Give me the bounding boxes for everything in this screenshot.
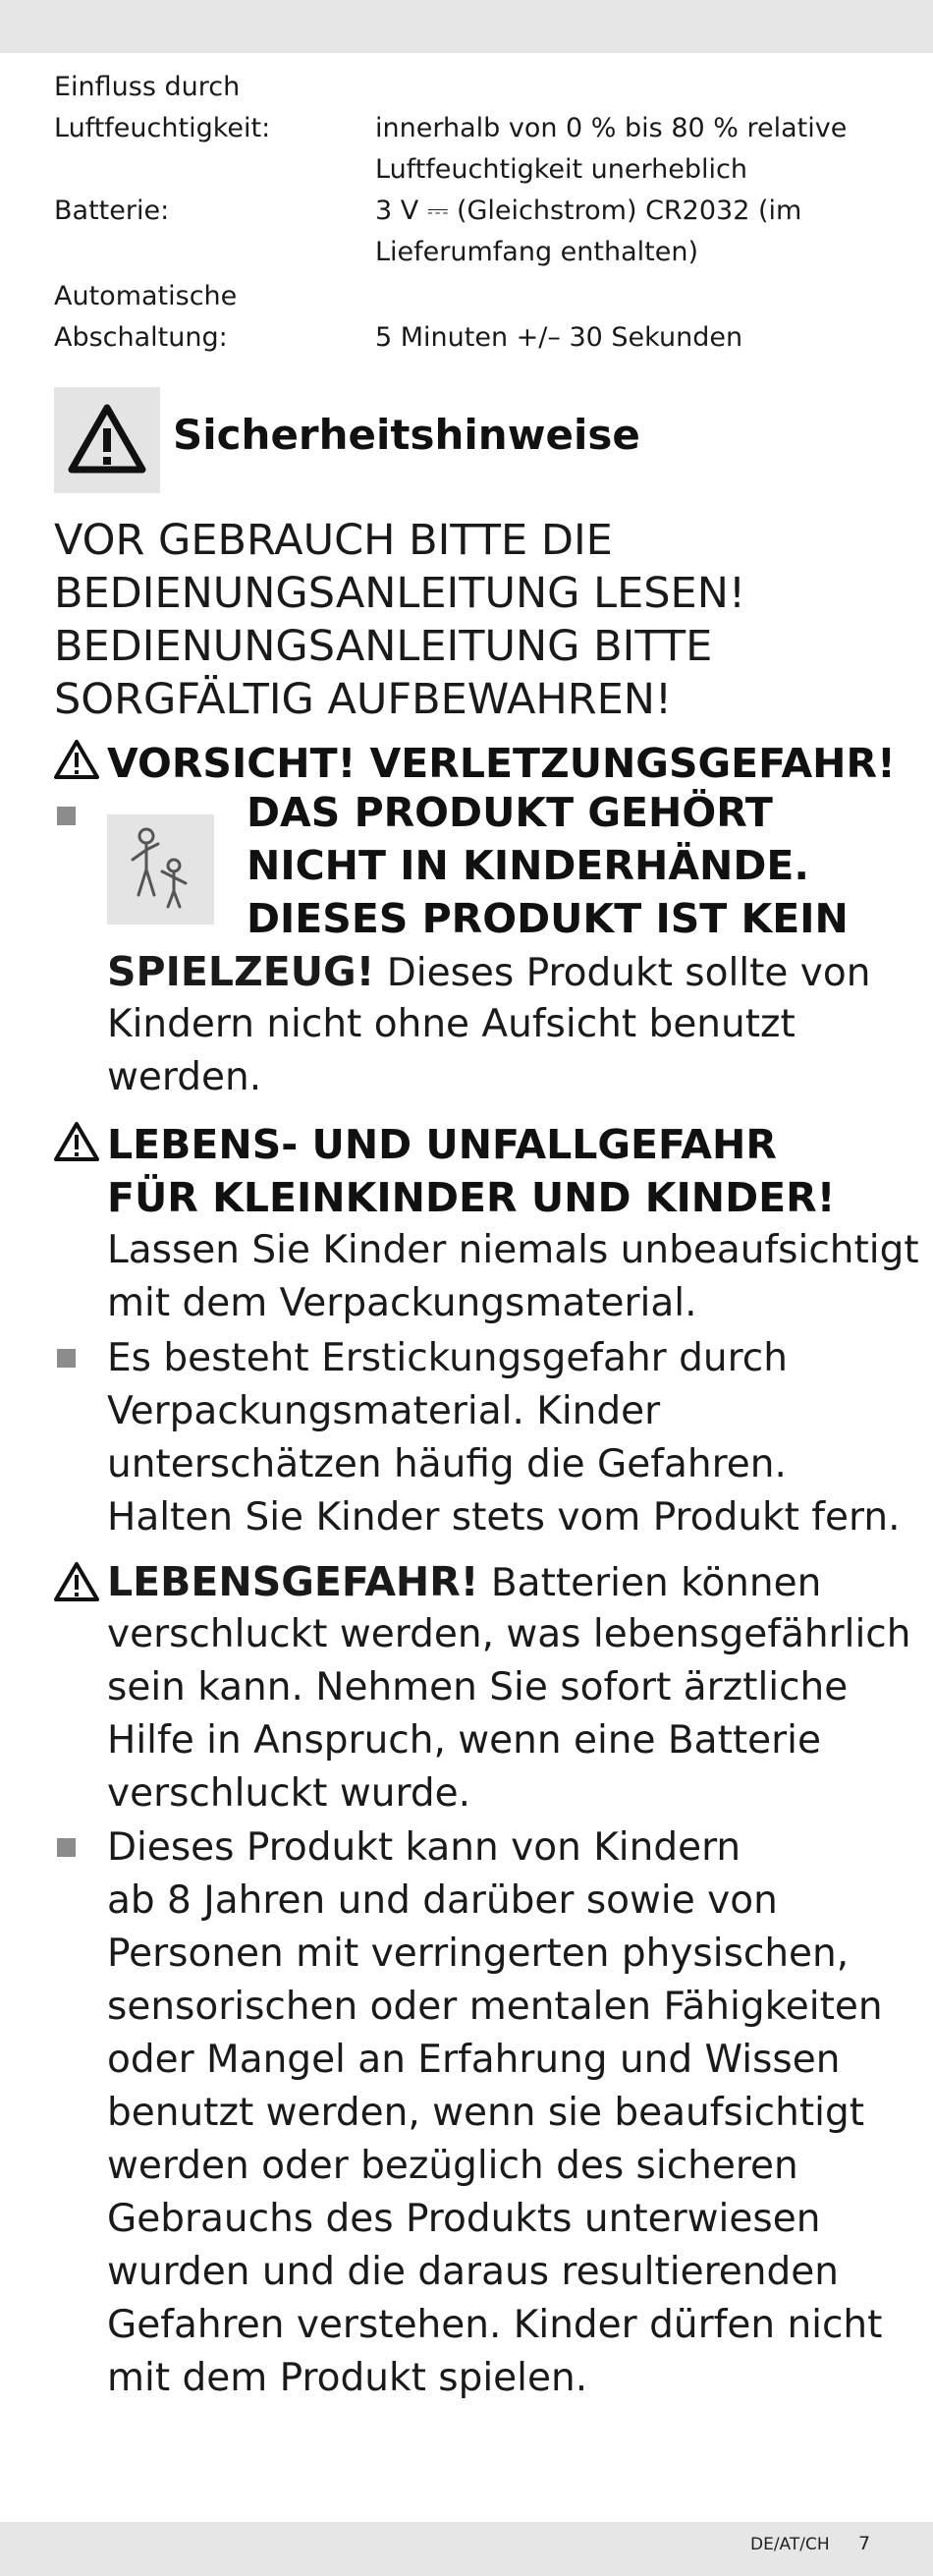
bullet xyxy=(57,807,76,825)
intro-line: BEDIENUNGSANLEITUNG LESEN! xyxy=(54,569,746,618)
warning-text-line: Kindern nicht ohne Aufsicht benutzt xyxy=(107,1002,796,1046)
bullet-text-line: Gebrauchs des Produkts unterwiesen xyxy=(107,2197,821,2241)
spec-value: 5 Minuten +/– 30 Sekunden xyxy=(375,322,743,353)
warning-title: LEBENSGEFAHR! xyxy=(107,1558,479,1605)
page-number: 7 xyxy=(858,2533,871,2554)
warning-title: LEBENS- UND UNFALLGEFAHR xyxy=(107,1121,777,1168)
warning-bold-lead: SPIELZEUG! xyxy=(107,948,375,995)
footer-label: DE/AT/CH xyxy=(750,2535,830,2554)
warning-text-line: verschluckt werden, was lebensgefährlich xyxy=(107,1612,911,1656)
intro-line: SORGFÄLTIG AUFBEWAHREN! xyxy=(54,675,673,724)
header-band xyxy=(0,0,933,53)
warning-text-line: Lassen Sie Kinder niemals unbeaufsichtigt xyxy=(107,1228,919,1272)
warning-title: FÜR KLEINKINDER UND KINDER! xyxy=(107,1174,836,1221)
spec-value: innerhalb von 0 % bis 80 % relative xyxy=(375,113,848,143)
warning-text-line xyxy=(107,1555,821,1610)
spec-label: Luftfeuchtigkeit: xyxy=(54,113,271,143)
intro-line: BEDIENUNGSANLEITUNG BITTE xyxy=(54,622,713,671)
warning-text-line: sein kann. Nehmen Sie sofort ärztliche xyxy=(107,1665,849,1709)
warning-icon xyxy=(54,1121,99,1162)
bullet-text-line: unterschätzen häufig die Gefahren. xyxy=(107,1442,787,1486)
spec-value: Lieferumfang enthalten) xyxy=(375,237,698,267)
warning-icon xyxy=(54,1561,99,1602)
child-safety-icon xyxy=(107,814,214,924)
warning-text-line: mit dem Verpackungsmaterial. xyxy=(107,1281,697,1325)
bullet-text-line: Personen mit verringerten physischen, xyxy=(107,1932,850,1976)
bullet-text-line: mit dem Produkt spielen. xyxy=(107,2356,588,2400)
spec-label: Automatische xyxy=(54,281,238,311)
warning-bold-line: DAS PRODUKT GEHÖRT xyxy=(247,789,773,836)
warning-text-line: Hilfe in Anspruch, wenn eine Batterie xyxy=(107,1718,822,1763)
bullet-text-line: oder Mangel an Erfahrung und Wissen xyxy=(107,2038,841,2082)
bullet-text-line: wurden und die daraus resultierenden xyxy=(107,2250,839,2294)
spec-value: Luftfeuchtigkeit unerheblich xyxy=(375,154,747,185)
warning-icon xyxy=(54,739,99,780)
bullet-text-line: werden oder bezüglich des sicheren xyxy=(107,2144,798,2188)
bullet-text-line: Dieses Produkt kann von Kindern xyxy=(107,1825,741,1870)
warning-text: Dieses Produkt sollte von xyxy=(374,951,871,995)
warning-text-line: verschluckt wurde. xyxy=(107,1771,470,1816)
intro-line: VOR GEBRAUCH BITTE DIE xyxy=(54,516,613,565)
bullet-text-line: Verpackungsmaterial. Kinder xyxy=(107,1389,661,1433)
section-title: Sicherheitshinweise xyxy=(173,411,640,459)
spec-label: Abschaltung: xyxy=(54,322,228,353)
bullet-text-line: Halten Sie Kinder stets vom Produkt fern. xyxy=(107,1495,901,1540)
warning-text-line xyxy=(107,945,870,1000)
bullet-text-line: Gefahren verstehen. Kinder dürfen nicht xyxy=(107,2303,883,2347)
warning-text-line: werden. xyxy=(107,1055,262,1099)
spec-value: 3 V ⎓ (Gleichstrom) CR2032 (im xyxy=(375,196,802,226)
spec-label: Einfluss durch xyxy=(54,72,241,102)
warning-triangle-icon xyxy=(54,387,160,493)
warning-text: Batterien können xyxy=(478,1561,822,1605)
warning-title: VORSICHT! VERLETZUNGSGEFAHR! xyxy=(107,740,896,787)
bullet xyxy=(57,1349,76,1368)
spec-label: Batterie: xyxy=(54,196,170,226)
bullet-text-line: benutzt werden, wenn sie beaufsichtigt xyxy=(107,2091,864,2135)
bullet-text-line: sensorischen oder mentalen Fähigkeiten xyxy=(107,1985,883,2029)
bullet-text-line: Es besteht Erstickungsgefahr durch xyxy=(107,1336,788,1380)
warning-bold-line: NICHT IN KINDERHÄNDE. xyxy=(247,842,809,889)
warning-bold-line: DIESES PRODUKT IST KEIN xyxy=(247,895,849,942)
bullet xyxy=(57,1838,76,1857)
bullet-text-line: ab 8 Jahren und darüber sowie von xyxy=(107,1878,778,1923)
